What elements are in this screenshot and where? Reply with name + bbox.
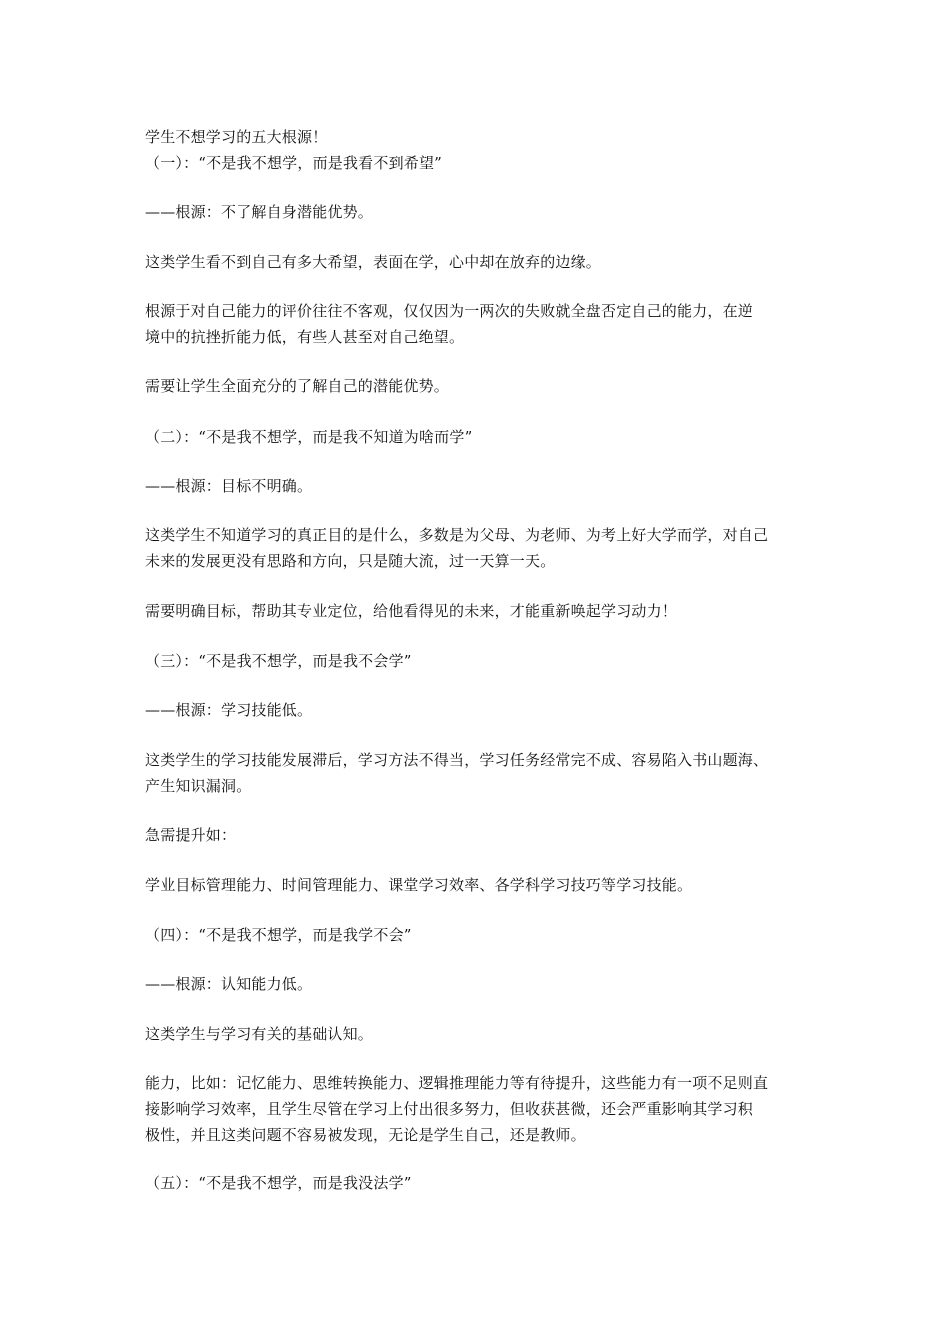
section-3-paragraph-2: 急需提升如： xyxy=(145,826,237,844)
section-2-paragraph-1-line-2: 未来的发展更没有思路和方向，只是随大流，过一天算一天。 xyxy=(145,552,556,570)
section-1-paragraph-1: 这类学生看不到自己有多大希望，表面在学，心中却在放弃的边缘。 xyxy=(145,253,602,271)
section-4-paragraph-2-line-2: 接影响学习效率，且学生尽管在学习上付出很多努力，但收获甚微，还会严重影响其学习积 xyxy=(145,1100,754,1118)
section-5-heading: （五）：“不是我不想学，而是我没法学” xyxy=(145,1174,412,1192)
section-2-paragraph-2: 需要明确目标，帮助其专业定位，给他看得见的未来，才能重新唤起学习动力！ xyxy=(145,602,678,620)
section-1-paragraph-2-line-1: 根源于对自己能力的评价往往不客观，仅仅因为一两次的失败就全盘否定自己的能力，在逆 xyxy=(145,302,754,320)
section-3-paragraph-3: 学业目标管理能力、时间管理能力、课堂学习效率、各学科学习技巧等学习技能。 xyxy=(145,876,693,894)
section-3-heading: （三）：“不是我不想学，而是我不会学” xyxy=(145,652,412,670)
section-3-paragraph-1-line-1: 这类学生的学习技能发展滞后，学习方法不得当，学习任务经常完不成、容易陷入书山题海、 xyxy=(145,751,769,769)
section-1-heading: （一）：“不是我不想学，而是我看不到希望” xyxy=(145,154,443,172)
section-4-paragraph-2-line-3: 极性，并且这类问题不容易被发现，无论是学生自己，还是教师。 xyxy=(145,1126,586,1144)
section-2-paragraph-1-line-1: 这类学生不知道学习的真正目的是什么，多数是为父母、为老师、为考上好大学而学，对自己 xyxy=(145,526,769,544)
section-1-root: ——根源：不了解自身潜能优势。 xyxy=(145,203,374,221)
section-1-paragraph-3: 需要让学生全面充分的了解自己的潜能优势。 xyxy=(145,377,450,395)
section-4-paragraph-1: 这类学生与学习有关的基础认知。 xyxy=(145,1025,374,1043)
section-3-paragraph-1-line-2: 产生知识漏洞。 xyxy=(145,777,252,795)
section-4-paragraph-2-line-1: 能力，比如：记忆能力、思维转换能力、逻辑推理能力等有待提升，这些能力有一项不足则直 xyxy=(145,1074,769,1092)
section-2-root: ——根源：目标不明确。 xyxy=(145,477,313,495)
section-2-heading: （二）：“不是我不想学，而是我不知道为啥而学” xyxy=(145,428,473,446)
section-3-root: ——根源：学习技能低。 xyxy=(145,701,313,719)
section-4-root: ——根源：认知能力低。 xyxy=(145,975,313,993)
section-1-paragraph-2-line-2: 境中的抗挫折能力低，有些人甚至对自己绝望。 xyxy=(145,328,465,346)
document-title: 学生不想学习的五大根源！ xyxy=(145,128,328,146)
section-4-heading: （四）：“不是我不想学，而是我学不会” xyxy=(145,926,412,944)
